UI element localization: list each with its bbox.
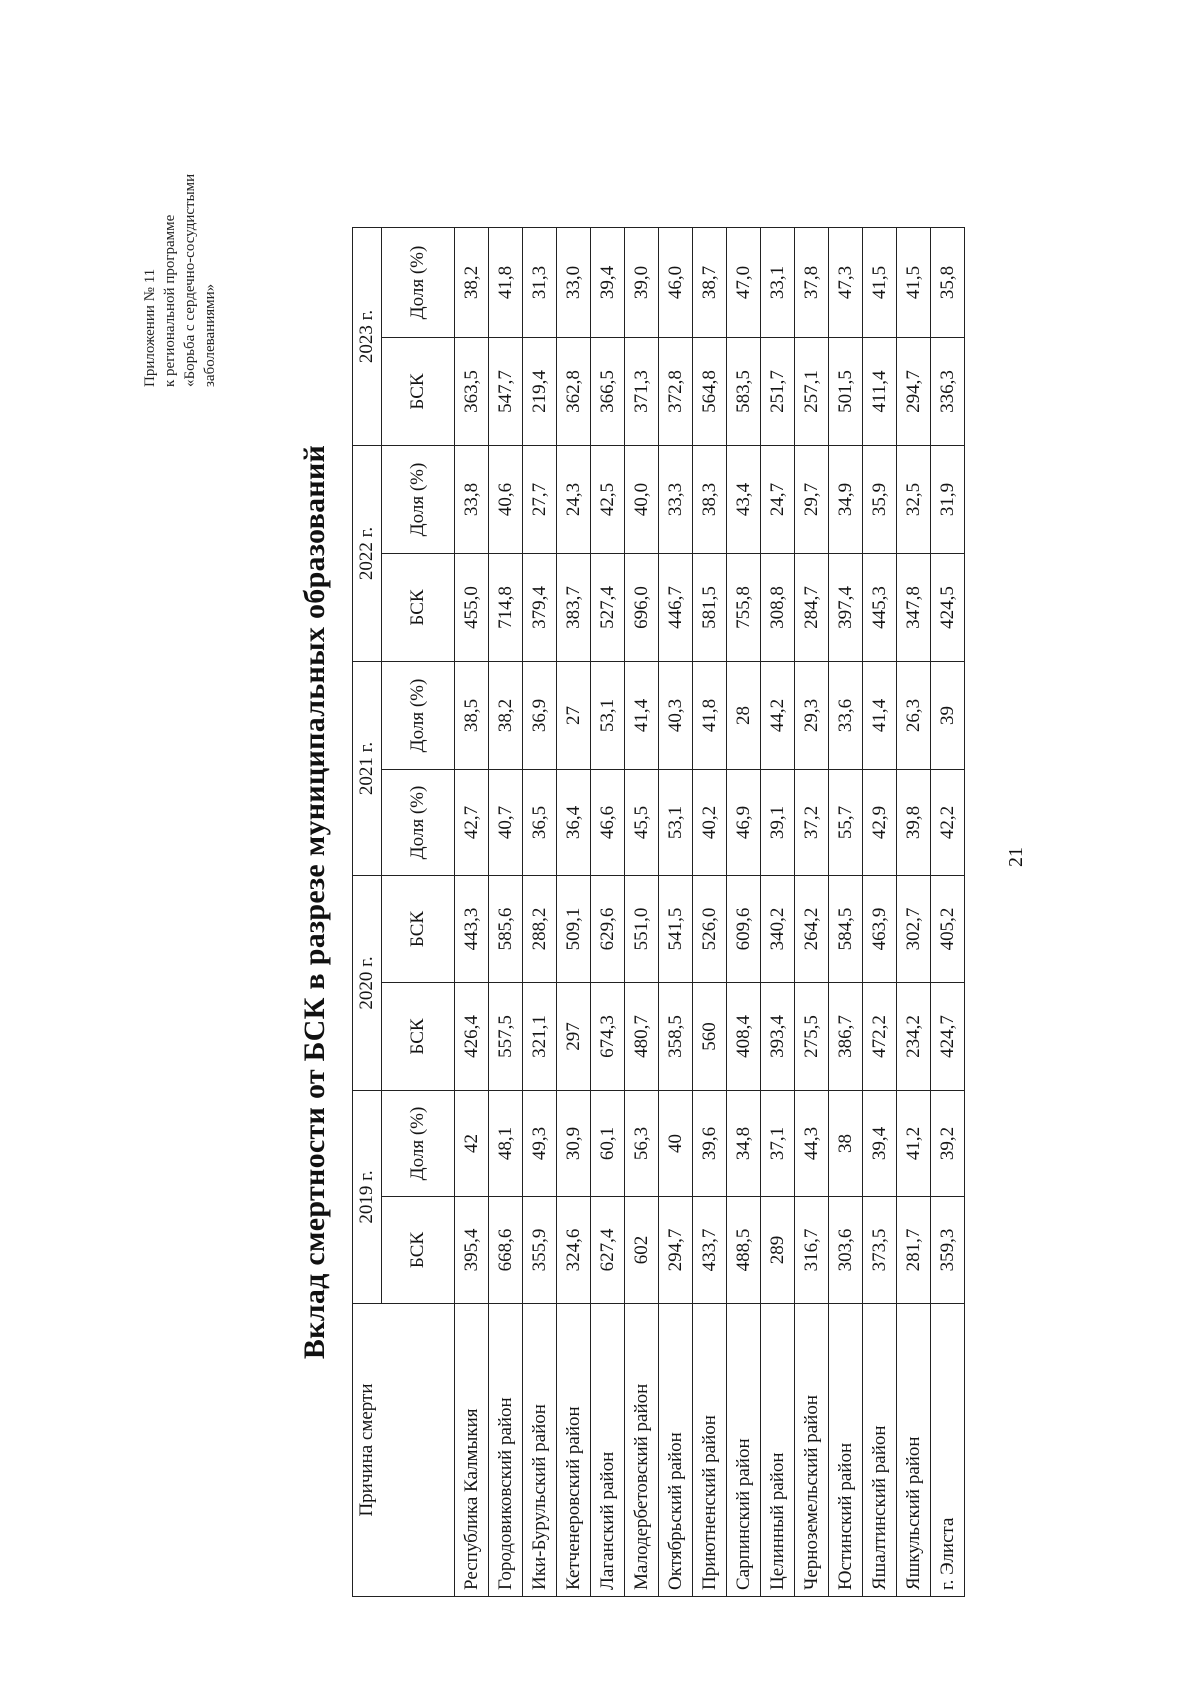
value-cell: 41,4 [863, 662, 897, 770]
value-cell: 674,3 [591, 983, 625, 1091]
value-cell: 38,7 [693, 228, 727, 338]
value-cell: 29,7 [795, 446, 829, 554]
value-cell: 33,1 [761, 228, 795, 338]
value-cell: 40,0 [625, 446, 659, 554]
value-cell: 463,9 [863, 876, 897, 983]
value-cell: 308,8 [761, 554, 795, 662]
region-name: г. Элиста [931, 1304, 965, 1597]
value-cell: 386,7 [829, 983, 863, 1091]
value-cell: 551,0 [625, 876, 659, 983]
value-cell: 42 [455, 1091, 489, 1197]
value-cell: 321,1 [523, 983, 557, 1091]
value-cell: 56,3 [625, 1091, 659, 1197]
value-cell: 32,5 [897, 446, 931, 554]
year-header: 2019 г. [353, 1091, 382, 1304]
value-cell: 445,3 [863, 554, 897, 662]
value-cell: 602 [625, 1197, 659, 1304]
value-cell: 38,2 [489, 662, 523, 770]
table-row [557, 228, 591, 1597]
value-cell: 324,6 [557, 1197, 591, 1304]
value-cell: 264,2 [795, 876, 829, 983]
value-cell: 366,5 [591, 338, 625, 446]
column-subheader: БСК [382, 1197, 455, 1304]
value-cell: 40,7 [489, 770, 523, 876]
value-cell: 33,8 [455, 446, 489, 554]
value-cell: 362,8 [557, 338, 591, 446]
value-cell: 26,3 [897, 662, 931, 770]
region-name: Республика Калмыкия [455, 1304, 489, 1597]
value-cell: 581,5 [693, 554, 727, 662]
region-name: Сарпинский район [727, 1304, 761, 1597]
table-row [795, 228, 829, 1597]
value-cell: 39,2 [931, 1091, 965, 1197]
value-cell: 40 [659, 1091, 693, 1197]
value-cell: 46,0 [659, 228, 693, 338]
value-cell: 358,5 [659, 983, 693, 1091]
value-cell: 38,2 [455, 228, 489, 338]
value-cell: 294,7 [659, 1197, 693, 1304]
value-cell: 424,5 [931, 554, 965, 662]
year-header: 2022 г. [353, 446, 382, 662]
value-cell: 372,8 [659, 338, 693, 446]
value-cell: 60,1 [591, 1091, 625, 1197]
column-subheader: БСК [382, 338, 455, 446]
value-cell: 480,7 [625, 983, 659, 1091]
value-cell: 714,8 [489, 554, 523, 662]
value-cell: 547,7 [489, 338, 523, 446]
value-cell: 34,9 [829, 446, 863, 554]
value-cell: 41,8 [489, 228, 523, 338]
value-cell: 47,3 [829, 228, 863, 338]
region-name: Ики-Бурульский район [523, 1304, 557, 1597]
value-cell: 42,2 [931, 770, 965, 876]
value-cell: 583,5 [727, 338, 761, 446]
value-cell: 34,8 [727, 1091, 761, 1197]
region-name: Яшкульский район [897, 1304, 931, 1597]
column-subheader: Доля (%) [382, 662, 455, 770]
value-cell: 426,4 [455, 983, 489, 1091]
value-cell: 24,3 [557, 446, 591, 554]
value-cell: 443,3 [455, 876, 489, 983]
value-cell: 275,5 [795, 983, 829, 1091]
value-cell: 40,3 [659, 662, 693, 770]
table-row [523, 228, 557, 1597]
table-row [693, 228, 727, 1597]
value-cell: 302,7 [897, 876, 931, 983]
value-cell: 257,1 [795, 338, 829, 446]
value-cell: 44,2 [761, 662, 795, 770]
value-cell: 46,6 [591, 770, 625, 876]
value-cell: 371,3 [625, 338, 659, 446]
value-cell: 281,7 [897, 1197, 931, 1304]
value-cell: 33,3 [659, 446, 693, 554]
value-cell: 446,7 [659, 554, 693, 662]
value-cell: 488,5 [727, 1197, 761, 1304]
region-name: Малодербетовский район [625, 1304, 659, 1597]
value-cell: 696,0 [625, 554, 659, 662]
year-header: 2023 г. [353, 228, 382, 446]
value-cell: 359,3 [931, 1197, 965, 1304]
value-cell: 36,5 [523, 770, 557, 876]
value-cell: 501,5 [829, 338, 863, 446]
appendix-line: к региональной программе [162, 214, 178, 387]
region-name: Лаганский район [591, 1304, 625, 1597]
value-cell: 303,6 [829, 1197, 863, 1304]
table-row [897, 228, 931, 1597]
value-cell: 38,3 [693, 446, 727, 554]
value-cell: 629,6 [591, 876, 625, 983]
appendix-line: «Борьба с сердечно-сосудистыми [182, 173, 198, 387]
value-cell: 44,3 [795, 1091, 829, 1197]
region-name: Приютненский район [693, 1304, 727, 1597]
value-cell: 37,8 [795, 228, 829, 338]
value-cell: 288,2 [523, 876, 557, 983]
value-cell: 509,1 [557, 876, 591, 983]
value-cell: 36,9 [523, 662, 557, 770]
year-header: 2020 г. [353, 876, 382, 1091]
value-cell: 40,6 [489, 446, 523, 554]
value-cell: 43,4 [727, 446, 761, 554]
value-cell: 48,1 [489, 1091, 523, 1197]
column-subheader: БСК [382, 876, 455, 983]
value-cell: 527,4 [591, 554, 625, 662]
value-cell: 24,7 [761, 446, 795, 554]
value-cell: 294,7 [897, 338, 931, 446]
appendix-line: заболеваниями» [202, 283, 218, 387]
value-cell: 541,5 [659, 876, 693, 983]
region-name: Целинный район [761, 1304, 795, 1597]
value-cell: 55,7 [829, 770, 863, 876]
value-cell: 289 [761, 1197, 795, 1304]
value-cell: 45,5 [625, 770, 659, 876]
value-cell: 397,4 [829, 554, 863, 662]
value-cell: 284,7 [795, 554, 829, 662]
table-row [829, 228, 863, 1597]
table-body [455, 228, 965, 1597]
column-subheader: Доля (%) [382, 446, 455, 554]
value-cell: 41,5 [897, 228, 931, 338]
value-cell: 585,6 [489, 876, 523, 983]
value-cell: 42,9 [863, 770, 897, 876]
value-cell: 37,1 [761, 1091, 795, 1197]
value-cell: 53,1 [591, 662, 625, 770]
value-cell: 33,6 [829, 662, 863, 770]
value-cell: 49,3 [523, 1091, 557, 1197]
mortality-table [352, 227, 965, 1597]
value-cell: 39,8 [897, 770, 931, 876]
value-cell: 29,3 [795, 662, 829, 770]
value-cell: 560 [693, 983, 727, 1091]
value-cell: 383,7 [557, 554, 591, 662]
value-cell: 455,0 [455, 554, 489, 662]
value-cell: 297 [557, 983, 591, 1091]
value-cell: 37,2 [795, 770, 829, 876]
region-name: Яшалтинский район [863, 1304, 897, 1597]
value-cell: 42,7 [455, 770, 489, 876]
table-row [863, 228, 897, 1597]
value-cell: 40,2 [693, 770, 727, 876]
value-cell: 755,8 [727, 554, 761, 662]
value-cell: 411,4 [863, 338, 897, 446]
value-cell: 35,8 [931, 228, 965, 338]
value-cell: 30,9 [557, 1091, 591, 1197]
table-row [489, 228, 523, 1597]
value-cell: 316,7 [795, 1197, 829, 1304]
column-subheader: Доля (%) [382, 228, 455, 338]
value-cell: 39,0 [625, 228, 659, 338]
page-number: 21 [1005, 847, 1027, 867]
value-cell: 53,1 [659, 770, 693, 876]
appendix-note [140, 57, 220, 387]
value-cell: 347,8 [897, 554, 931, 662]
value-cell: 39,4 [863, 1091, 897, 1197]
value-cell: 28 [727, 662, 761, 770]
value-cell: 31,3 [523, 228, 557, 338]
region-name: Городовиковский район [489, 1304, 523, 1597]
value-cell: 363,5 [455, 338, 489, 446]
region-name: Юстинский район [829, 1304, 863, 1597]
value-cell: 393,4 [761, 983, 795, 1091]
value-cell: 424,7 [931, 983, 965, 1091]
value-cell: 31,9 [931, 446, 965, 554]
table-row [931, 228, 965, 1597]
table-row [727, 228, 761, 1597]
value-cell: 38,5 [455, 662, 489, 770]
value-cell: 39,6 [693, 1091, 727, 1197]
document-title: Вклад смертности от БСК в разрезе муниципальных образований [298, 444, 331, 1360]
value-cell: 41,4 [625, 662, 659, 770]
region-name: Октябрьский район [659, 1304, 693, 1597]
value-cell: 41,5 [863, 228, 897, 338]
column-subheader: БСК [382, 983, 455, 1091]
value-cell: 41,8 [693, 662, 727, 770]
value-cell: 355,9 [523, 1197, 557, 1304]
value-cell: 33,0 [557, 228, 591, 338]
table-row [659, 228, 693, 1597]
column-subheader: БСК [382, 554, 455, 662]
value-cell: 219,4 [523, 338, 557, 446]
value-cell: 39,4 [591, 228, 625, 338]
value-cell: 405,2 [931, 876, 965, 983]
value-cell: 584,5 [829, 876, 863, 983]
value-cell: 557,5 [489, 983, 523, 1091]
value-cell: 379,4 [523, 554, 557, 662]
value-cell: 39,1 [761, 770, 795, 876]
value-cell: 27 [557, 662, 591, 770]
value-cell: 472,2 [863, 983, 897, 1091]
value-cell: 373,5 [863, 1197, 897, 1304]
value-cell: 408,4 [727, 983, 761, 1091]
column-subheader: Доля (%) [382, 1091, 455, 1197]
value-cell: 627,4 [591, 1197, 625, 1304]
region-name: Черноземельский район [795, 1304, 829, 1597]
value-cell: 395,4 [455, 1197, 489, 1304]
appendix-line: Приложении № 11 [142, 268, 158, 387]
column-subheader: Доля (%) [382, 770, 455, 876]
value-cell: 41,2 [897, 1091, 931, 1197]
value-cell: 433,7 [693, 1197, 727, 1304]
value-cell: 39 [931, 662, 965, 770]
value-cell: 234,2 [897, 983, 931, 1091]
year-header: 2021 г. [353, 662, 382, 876]
table-row [625, 228, 659, 1597]
region-name: Кетченеровский район [557, 1304, 591, 1597]
value-cell: 251,7 [761, 338, 795, 446]
value-cell: 340,2 [761, 876, 795, 983]
value-cell: 46,9 [727, 770, 761, 876]
table-row [761, 228, 795, 1597]
value-cell: 35,9 [863, 446, 897, 554]
table-row [591, 228, 625, 1597]
value-cell: 609,6 [727, 876, 761, 983]
value-cell: 36,4 [557, 770, 591, 876]
value-cell: 526,0 [693, 876, 727, 983]
value-cell: 27,7 [523, 446, 557, 554]
corner-header: Причина смерти [353, 1304, 455, 1597]
value-cell: 668,6 [489, 1197, 523, 1304]
value-cell: 336,3 [931, 338, 965, 446]
value-cell: 38 [829, 1091, 863, 1197]
value-cell: 42,5 [591, 446, 625, 554]
value-cell: 564,8 [693, 338, 727, 446]
value-cell: 47,0 [727, 228, 761, 338]
table-row [455, 228, 489, 1597]
